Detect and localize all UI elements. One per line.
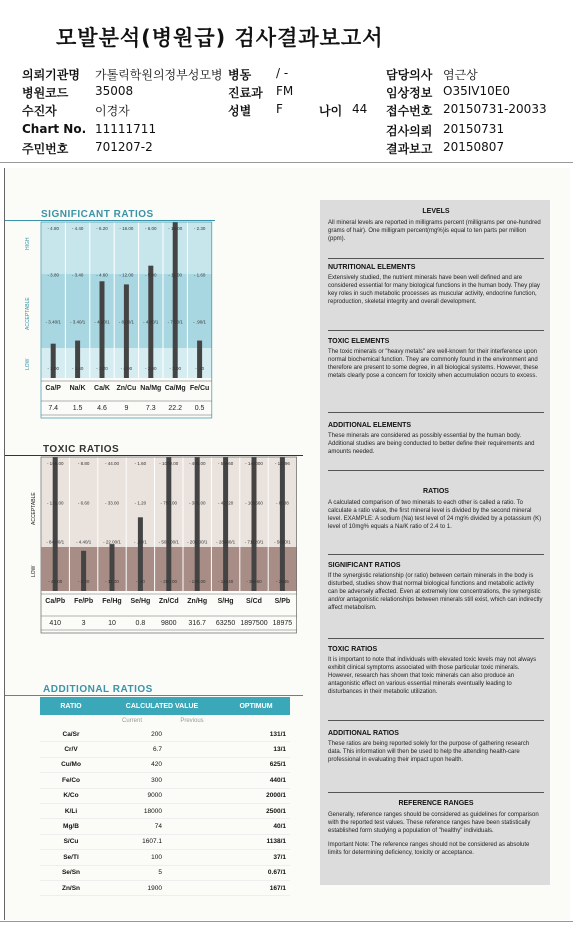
table-row [40, 850, 290, 865]
optimum-value: 131/1 [269, 730, 286, 738]
scale-label: - 6.00 [145, 226, 157, 231]
table-row [40, 866, 290, 881]
info-label: 결과보고 [386, 142, 433, 156]
ratio-name: Se/Hg [130, 598, 151, 605]
side-label: ACCEPTABLE [25, 297, 31, 330]
toxic-ratios-heading: TOXIC RATIOS [328, 646, 378, 653]
info-value: 701207-2 [95, 140, 153, 154]
nutritional-text: Extensively studied, the nutrient minerals have been well defined and are considered essential for many biological functions in the human body. They play key roles in such metabolic processes as muscular activity, endocrine function, reproduction, skeletal integrity and overall development. [328, 275, 540, 305]
ratio-name: Fe/Hg [102, 598, 122, 605]
scale-label: - .40 [135, 579, 145, 584]
info-label: 병원코드 [22, 86, 69, 100]
additional-elements-text: These minerals are considered as possibly essential by the human body. Additional studies are being conducted to better define their requirements and amounts needed. [328, 433, 535, 455]
ratio-bar [81, 551, 86, 591]
scale-label: - 42.00 [48, 579, 63, 584]
table-row [40, 804, 290, 819]
ratio-value: 7.3 [145, 405, 156, 412]
current-value: 1900 [147, 884, 162, 892]
scale-label: - 4.60 [96, 272, 108, 278]
scale-label: - 2846 [276, 579, 289, 584]
scale-label: - 15.00 [168, 226, 183, 231]
scale-label: - 8.00/1 [118, 319, 135, 325]
info-value: O35IV10E0 [443, 84, 510, 98]
scale-label: - 56960 [217, 461, 234, 466]
scale-label: - 250.00 [160, 579, 178, 584]
scale-label: - 200.00/1 [187, 539, 208, 545]
ratios-text: A calculated comparison of two minerals to each other is called a ratio. To calculate a ratio value, the first mineral level is divided by the second mineral level. EXAMPLE: A sodium (Na) test level of 24 mg% divided by a potassium (K) level of 10mg% equals a Na/K ratio of 2.4 to 1. [328, 500, 542, 530]
table-row [40, 789, 290, 804]
current-value: 18000 [143, 807, 162, 815]
side-label: LOW [31, 565, 37, 577]
ratio-value: 410 [49, 620, 62, 627]
ratio-name: S/Cu [63, 838, 79, 846]
info-label: 접수번호 [386, 104, 433, 118]
ratio-bar [53, 457, 58, 591]
scale-label: - 6.20 [96, 226, 108, 231]
info-value: 이경자 [95, 104, 130, 118]
table-row [40, 742, 290, 757]
ratio-value: 316.7 [188, 620, 206, 627]
scale-label: - 126.00 [46, 500, 64, 506]
scale-label: - 300.00 [188, 500, 206, 506]
toxic-ratios-text: It is important to note that individuals with elevated toxic levels may not always exhibit clinical symptoms associated with those particular toxic minerals. However, research has shown that toxic minerals can also produce an antagonistic effect on various essential minerals eventually leading to disturbances in their metabolic utilization. [328, 657, 537, 695]
sub-current: Current [121, 718, 142, 724]
table-row [40, 773, 290, 788]
ratios-heading: RATIOS [423, 488, 449, 495]
info-value: F [276, 102, 283, 116]
ratio-name: Cr/V [64, 746, 78, 754]
ratio-name: Ca/P [45, 385, 61, 392]
scale-label: - 71120/1 [244, 539, 264, 545]
ratio-name: Ca/Mg [164, 385, 186, 392]
scale-label: - 12.00 [119, 272, 134, 278]
toxic-ratios-chart [5, 455, 305, 655]
scale-label: - 1.60 [193, 272, 206, 278]
scale-label: - 8538 [276, 500, 289, 506]
ratio-value: 10 [108, 620, 116, 627]
header-divider [0, 162, 573, 163]
ratio-bar [124, 284, 129, 378]
ratio-bar [252, 457, 257, 591]
ratio-name: Se/Sn [61, 869, 81, 877]
nutritional-heading: NUTRITIONAL ELEMENTS [328, 264, 416, 271]
scale-label: - .90/1 [193, 319, 206, 325]
scale-label: - 11.00 [105, 579, 119, 584]
scale-label: - .20 [195, 366, 205, 371]
ratio-name: Ca/Sr [62, 730, 80, 738]
table-row [40, 758, 290, 773]
info-value: 20150731 [443, 122, 505, 136]
optimum-value: 37/1 [273, 853, 286, 861]
scale-label: - 1000.00 [159, 461, 179, 466]
scale-label: - 11.00 [168, 272, 183, 278]
col-calculated: CALCULATED VALUE [125, 702, 199, 710]
ratio-value: 7.4 [48, 405, 59, 412]
table-row [40, 727, 290, 742]
additional-ratios-heading: ADDITIONAL RATIOS [328, 730, 399, 737]
ratio-value: 9800 [161, 620, 177, 627]
current-value: 420 [151, 761, 162, 769]
info-label: 담당의사 [386, 68, 433, 82]
scale-label: - 100.00 [188, 579, 206, 584]
scale-label: - 1.60 [134, 461, 147, 466]
info-label: 주민번호 [22, 142, 69, 156]
info-value: 가톨릭학원의정부성모병 [95, 68, 223, 82]
side-label: HIGH [25, 237, 31, 250]
significant-ratios-chart [5, 220, 220, 432]
ratio-name: Na/K [69, 385, 86, 392]
scale-label: - 2.20 [96, 366, 108, 371]
scale-label: - 750.00 [160, 500, 178, 506]
ratio-bar [100, 281, 105, 378]
ratio-value: 1.5 [72, 405, 83, 412]
scale-label: - 14240 [217, 579, 234, 584]
scale-label: - 22.00/1 [103, 539, 121, 545]
significant-ratios-heading: SIGNIFICANT RATIOS [328, 562, 401, 569]
ratio-bar [280, 457, 285, 591]
additional-ratios-text: These ratios are being reported solely for the purpose of gathering research data. This information will then be used to help the attending health-care professional in evaluating their impact upon health. [328, 741, 530, 763]
scale-label: - 3.40/1 [45, 319, 61, 325]
ratio-name: Fe/Pb [74, 598, 94, 605]
col-optimum: OPTIMUM [239, 702, 273, 710]
ratio-bar [197, 341, 202, 378]
toxic-ratios-title: TOXIC RATIOS [43, 444, 120, 455]
scale-label: - 4.40/1 [75, 539, 92, 545]
levels-heading: LEVELS [422, 208, 450, 215]
current-value: 6.7 [152, 746, 162, 754]
additional-elements-heading: ADDITIONAL ELEMENTS [328, 422, 412, 429]
scale-label: - 400.00 [188, 461, 206, 466]
reference-ranges-heading: REFERENCE RANGES [398, 800, 474, 807]
current-value: 300 [151, 776, 162, 784]
col-ratio: RATIO [60, 702, 82, 710]
scale-label: - .80/1 [134, 539, 147, 545]
optimum-value: 40/1 [273, 823, 286, 831]
scale-label: - 8.80 [77, 461, 90, 466]
info-value: 44 [352, 102, 368, 116]
optimum-value: 2000/1 [266, 792, 286, 800]
scale-label: - 1.00 [47, 366, 59, 371]
scale-label: - 44.00 [104, 461, 120, 466]
ratio-name: Cu/Mo [61, 761, 81, 769]
info-label: Chart No. [22, 122, 87, 136]
scale-label: - 1.40 [71, 366, 84, 371]
ratio-value: 4.6 [97, 405, 107, 412]
significant-ratios-title: SIGNIFICANT RATIOS [41, 209, 154, 220]
optimum-value: 440/1 [269, 776, 286, 784]
scale-label: - 28480/1 [216, 539, 236, 545]
ratio-bar [75, 341, 80, 378]
additional-ratios-title: ADDITIONAL RATIOS [43, 684, 153, 695]
optimum-value: 167/1 [269, 884, 286, 892]
ratio-bar [166, 457, 171, 591]
reference-ranges-text: Generally, reference ranges should be considered as guidelines for comparison with the reported test values. These reference ranges have been statistically established form studying a population of "healthy" individuals. [328, 812, 539, 834]
info-value: FM [276, 84, 294, 98]
ratio-name: Fe/Cu [189, 385, 210, 392]
ratio-name: Na/Mg [140, 385, 162, 392]
significant-ratios-text: If the synergistic relationship (or ratio) between certain minerals in the body is disturbed, studies show that normal biological functions and metabolic activity can be adversely affected. Even at extremely low concentrations, the synergistic and/or antagonistic relationships between minerals still exist, which can indirectly affect metabolism. [328, 573, 543, 611]
info-label: 진료과 [228, 86, 263, 100]
side-label: ACCEPTABLE [31, 492, 37, 525]
scale-label: - 3.40 [71, 272, 84, 278]
scale-label: - 33.00 [104, 500, 120, 506]
scale-label: - 3.00 [169, 366, 181, 371]
scale-label: - 5690/1 [274, 539, 291, 545]
scale-label: - 42720 [217, 500, 234, 506]
explanation-panel [320, 200, 550, 885]
info-value: 염근상 [443, 68, 478, 82]
ratio-value: 0.8 [135, 620, 146, 627]
scale-label: - 3.40/1 [69, 319, 86, 325]
ratio-value: 63250 [215, 620, 236, 627]
ratio-name: Ca/K [94, 385, 110, 392]
scale-label: - 106560 [245, 500, 263, 506]
ratio-bar [195, 457, 200, 591]
optimum-value: 0.67/1 [267, 869, 286, 877]
scale-label: - 35560 [246, 579, 262, 584]
important-note-text: Important Note: The reference ranges should not be considered as absolute limits for determining deficiency, toxicity or acceptance. [328, 842, 530, 856]
info-value: 11111711 [95, 122, 157, 136]
additional-underline [5, 695, 303, 696]
scale-label: - 2.30 [193, 226, 206, 231]
ratio-name: Zn/Cd [158, 598, 179, 605]
scale-label: - 11396 [274, 461, 290, 466]
additional-ratios-table [40, 697, 290, 896]
ratio-bar [173, 222, 178, 378]
ratio-name: Zn/Sn [61, 884, 81, 892]
scale-label: - 142000 [245, 461, 263, 466]
ratio-name: K/Co [63, 792, 79, 800]
info-label: 의뢰기관명 [22, 68, 80, 82]
info-label: 임상정보 [386, 86, 433, 100]
scale-label: - 16.00 [119, 226, 134, 231]
info-label: 나이 [319, 104, 343, 118]
ratio-bar [51, 344, 56, 378]
current-value: 1607.1 [142, 838, 162, 846]
scale-label: - 2.00 [145, 366, 157, 371]
ratio-name: Ca/Pb [45, 598, 66, 605]
toxic-elements-text: The toxic minerals or "heavy metals" are well-known for their interference upon normal biochemical function. They are commonly found in the environment and therefore are present to some degree, in all biological systems. However, these metals clearly pose a concern for toxicity when accumulation occurs to excess. [328, 349, 539, 379]
ratio-value: 0.5 [194, 405, 205, 412]
current-value: 9000 [147, 792, 162, 800]
scale-label: - 4.80 [47, 226, 59, 231]
ratio-bar [223, 457, 228, 591]
ratio-name: Se/Tl [63, 853, 79, 861]
table-row [40, 819, 290, 834]
optimum-value: 13/1 [273, 746, 286, 754]
scale-label: - 1.20 [134, 500, 147, 506]
additional-table-header [40, 697, 290, 715]
scale-label: - 4.40 [71, 226, 84, 231]
optimum-value: 2500/1 [266, 807, 286, 815]
optimum-value: 1138/1 [266, 838, 286, 846]
scale-label: - 2.20 [77, 579, 90, 584]
ratio-value: 9 [124, 405, 129, 412]
scale-label: - 3.80 [47, 272, 59, 278]
toxic-elements-heading: TOXIC ELEMENTS [328, 338, 390, 345]
ratio-name: Mg/B [63, 823, 79, 831]
ratio-name: S/Hg [217, 598, 234, 605]
sub-previous: Previous [180, 718, 204, 724]
scale-label: - 4.00/1 [143, 319, 159, 325]
ratio-name: Zn/Cu [116, 385, 137, 392]
report-title: 모발분석(병원급) 검사결과보고서 [56, 26, 384, 50]
info-value: / - [276, 66, 289, 80]
side-label: LOW [25, 358, 31, 370]
scale-label: - 6.60 [77, 500, 90, 506]
current-value: 74 [154, 823, 162, 831]
levels-text: All mineral levels are reported in milligrams percent (milligrams per one-hundred grams of hair). One milligram percent(mg%)is equal to ten parts per million (ppm). [328, 220, 541, 242]
table-row [40, 835, 290, 850]
ratio-value: 3 [81, 620, 86, 627]
scale-label: - 7.00/1 [167, 319, 183, 325]
ratio-name: K/Li [64, 807, 78, 815]
current-value: 100 [151, 853, 162, 861]
scale-label: - 168.00 [46, 461, 64, 466]
ratio-name: Zn/Hg [187, 598, 208, 605]
ratio-name: Fe/Co [61, 776, 81, 784]
ratio-value: 1897500 [240, 620, 268, 627]
ratio-value: 18975 [272, 620, 293, 627]
optimum-value: 625/1 [269, 761, 286, 769]
scale-label: - 84.00/1 [46, 539, 65, 545]
info-label: 성별 [228, 104, 252, 118]
info-label: 수진자 [22, 104, 57, 118]
scale-label: - 4.00 [120, 366, 133, 371]
footer-divider [0, 921, 573, 922]
info-value: 20150731-20033 [443, 102, 547, 116]
table-row [40, 881, 290, 896]
scale-label: - 4.20/1 [94, 319, 110, 325]
info-label: 병동 [228, 68, 252, 82]
current-value: 200 [151, 730, 162, 738]
current-value: 5 [158, 869, 162, 877]
ratio-value: 22.2 [168, 405, 183, 412]
scale-label: - 500.00/1 [158, 539, 179, 545]
info-value: 20150807 [443, 140, 505, 154]
scale-label: - 5.00 [145, 272, 157, 278]
ratio-name: S/Pb [274, 598, 291, 605]
info-value: 35008 [95, 84, 134, 98]
info-label: 검사의뢰 [386, 124, 433, 138]
ratio-name: S/Cd [246, 598, 262, 605]
